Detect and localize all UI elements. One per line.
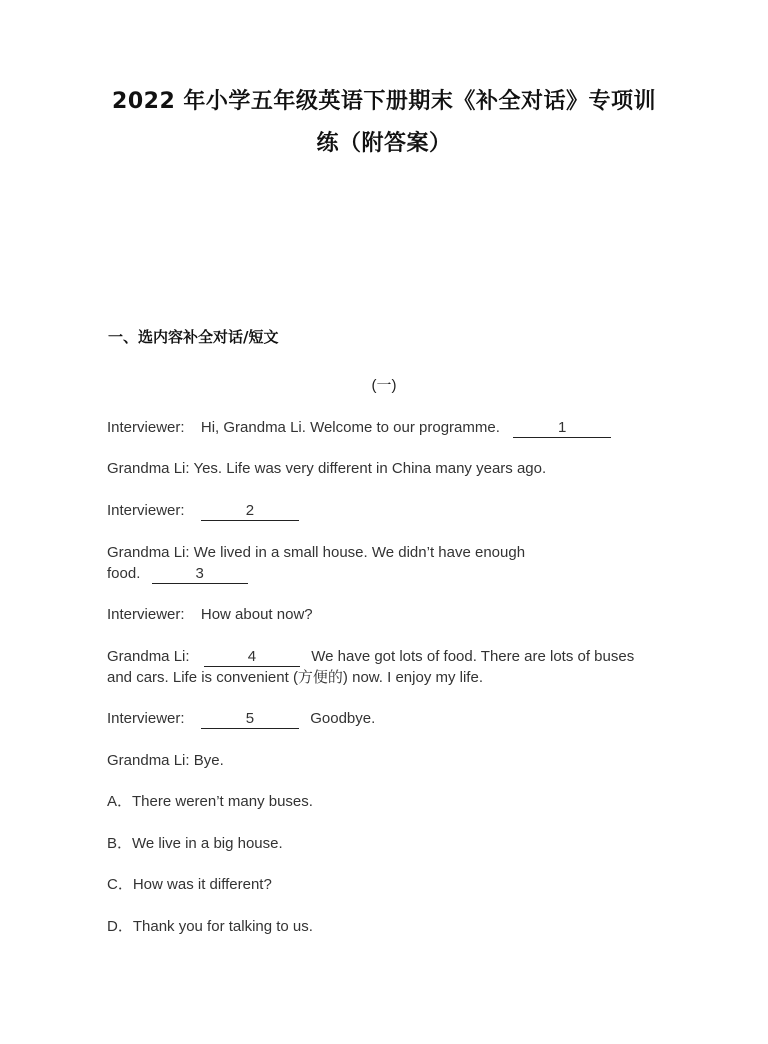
speaker-label: Grandma Li: xyxy=(107,544,190,561)
dialogue-text: We lived in a small house. We didn’t have enough xyxy=(193,544,526,561)
passage-number: (一) xyxy=(371,377,397,394)
dialogue-line-6-continued xyxy=(107,667,483,688)
dialogue-text: Goodbye. xyxy=(310,710,376,727)
dialogue-text: Bye. xyxy=(193,752,224,769)
dialogue-line-1 xyxy=(107,417,611,438)
option-a xyxy=(107,791,313,812)
speaker-label: Grandma Li: xyxy=(107,460,190,477)
dialogue-text: Yes. Life was very different in China many years ago. xyxy=(193,460,547,477)
option-text: How was it different? xyxy=(132,876,272,893)
dialogue-line-4-continued xyxy=(107,563,248,584)
option-text: There weren’t many buses. xyxy=(132,793,313,810)
dialogue-text: We have got lots of food. There are lots of buses xyxy=(311,648,635,665)
document-title-line-1: 2022 年小学五年级英语下册期末《补全对话》专项训 xyxy=(112,89,656,114)
speaker-label: Grandma Li: xyxy=(107,752,190,769)
speaker-label: Interviewer: xyxy=(107,710,185,727)
dialogue-line-5 xyxy=(107,604,313,625)
speaker-label: Interviewer: xyxy=(107,419,185,436)
speaker-label: Interviewer: xyxy=(107,606,185,623)
answer-blank-4[interactable]: 4 xyxy=(204,648,300,667)
dialogue-line-6 xyxy=(107,646,634,667)
answer-blank-5[interactable]: 5 xyxy=(201,710,299,729)
answer-blank-1[interactable]: 1 xyxy=(513,419,611,438)
option-b xyxy=(107,833,283,854)
speaker-label: Interviewer: xyxy=(107,502,185,519)
option-letter: D． xyxy=(107,918,133,935)
section-heading: 一、选内容补全对话/短文 xyxy=(108,328,279,346)
option-c xyxy=(107,874,272,895)
option-text: Thank you for talking to us. xyxy=(132,918,313,935)
dialogue-line-7 xyxy=(107,708,375,729)
option-letter: B． xyxy=(107,835,133,852)
document-title-line-2: 练（附答案） xyxy=(316,131,452,156)
dialogue-text: Hi, Grandma Li. Welcome to our programme. xyxy=(200,419,500,436)
option-letter: A． xyxy=(107,793,133,810)
dialogue-text: and cars. Life is convenient (方便的) now. I enjoy my life. xyxy=(107,669,483,686)
dialogue-line-8 xyxy=(107,750,224,771)
dialogue-line-3 xyxy=(107,500,299,521)
dialogue-text: How about now? xyxy=(200,606,313,623)
speaker-label: Grandma Li: xyxy=(107,648,190,665)
dialogue-text: food. xyxy=(107,565,141,582)
answer-blank-2[interactable]: 2 xyxy=(201,502,299,521)
dialogue-line-2 xyxy=(107,458,546,479)
dialogue-line-4 xyxy=(107,542,525,563)
option-text: We live in a big house. xyxy=(132,835,283,852)
option-d xyxy=(107,916,313,937)
option-letter: C． xyxy=(107,876,133,893)
answer-blank-3[interactable]: 3 xyxy=(152,565,248,584)
